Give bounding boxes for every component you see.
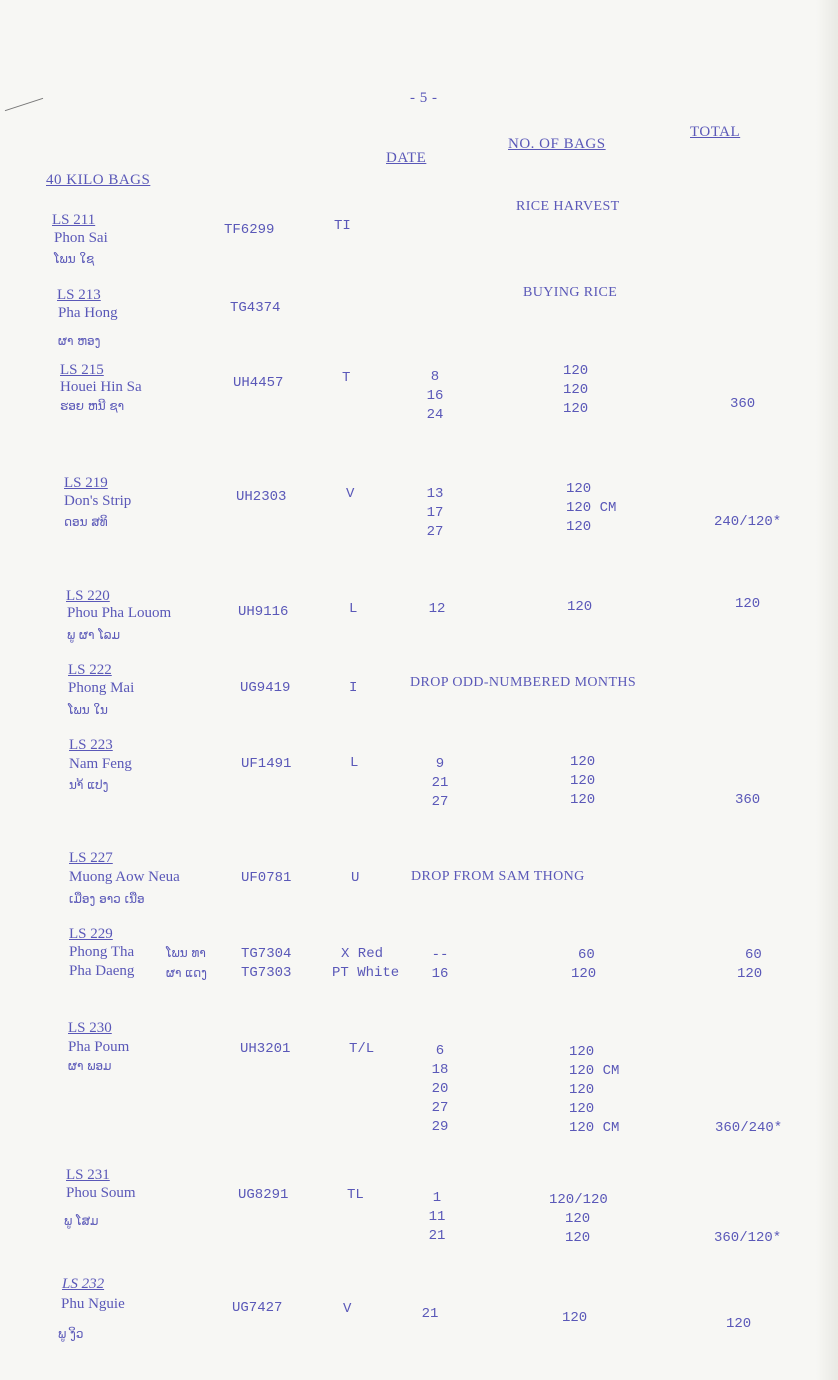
date-list [424,368,446,425]
date-value: -- [431,947,449,963]
site-code: LS 220 [66,588,110,604]
site-name: Phong Mai [68,680,135,696]
bag-count-secondary: 120 [571,966,597,982]
site-name-lao: ດອນ ສທິ [64,515,108,529]
site-type: U [351,870,360,886]
site-code: LS 232 [62,1276,105,1292]
site-type: I [349,680,358,696]
date-value: 20 [431,1081,449,1097]
site-name-lao: ຜາ ພອມ [68,1059,112,1073]
site-code: LS 222 [68,662,112,678]
date-value-secondary: 16 [431,966,449,982]
site-code: LS 213 [57,287,101,303]
date-list [426,1189,448,1246]
bag-count: 120 [563,382,589,398]
site-name-lao: ໂພນ ທາ [166,946,206,960]
bag-count: 120/120 [549,1192,608,1208]
site-code: LS 223 [69,737,113,753]
total-value: 60 [745,947,762,963]
date-value: 11 [428,1209,446,1225]
site-name-lao: ພູ ໂສມ [64,1214,99,1228]
site-type: L [350,755,359,771]
date-value: 21 [431,775,449,791]
grid-reference: UG8291 [238,1187,289,1203]
page-number: - 5 - [410,90,438,106]
site-name: Houei Hin Sa [60,379,142,395]
site-name: Phou Pha Louom [67,605,172,621]
site-name-lao: ນາ້ ແປງ [69,778,109,792]
site-note: DROP FROM SAM THONG [411,869,585,884]
date-value: 9 [435,756,445,772]
site-code: LS 230 [68,1020,112,1036]
date-value: 12 [428,601,446,617]
total-value: 360/120* [714,1230,782,1246]
date-list [429,1042,451,1137]
site-name-lao: ໂພນ ໃນ [68,703,108,717]
site-name-secondary: Pha Daeng [69,963,135,979]
site-type: V [343,1301,352,1317]
date-value: 24 [426,407,444,423]
bag-count-list [570,753,595,810]
site-code: LS 219 [64,475,108,491]
date-value: 8 [430,369,440,385]
site-type: L [349,601,358,617]
bag-count: 120 [570,773,596,789]
total-value: 360 [735,792,761,808]
bag-count: 60 [578,947,595,963]
page-scuff-mark [5,98,43,111]
grid-reference: TG4374 [230,300,281,316]
grid-reference: UH3201 [240,1041,291,1057]
site-type-secondary: PT White [332,965,400,981]
site-note: DROP ODD-NUMBERED MONTHS [410,675,637,690]
date-value: 16 [426,388,444,404]
site-type: X Red [341,946,384,962]
site-type: TI [334,218,351,234]
bag-count: 120 CM [566,500,617,516]
bag-count: 120 [570,792,596,808]
site-code: LS 231 [66,1167,110,1183]
grid-reference: UH9116 [238,604,289,620]
site-type: T [342,370,351,386]
date-value: 27 [426,524,444,540]
site-name: Don's Strip [64,493,132,509]
grid-reference: UH4457 [233,375,284,391]
bag-count: 120 [569,1082,595,1098]
total-value: 120 [735,596,761,612]
site-name: Pha Poum [68,1039,130,1055]
date-value: 29 [431,1119,449,1135]
site-code: LS 211 [52,212,96,228]
site-name: Pha Hong [58,305,118,321]
page-edge-shadow [816,0,838,1380]
date-list [429,755,451,812]
total-value: 120 [726,1316,752,1332]
grid-reference: TF6299 [224,222,275,238]
bag-count: 120 [565,1230,591,1246]
bag-count: 120 [570,754,596,770]
site-name-lao: ເມືອງ ອາວ ເນືອ [69,892,145,906]
bag-count: 120 [569,1044,595,1060]
bag-count-list [569,1043,619,1138]
site-name-lao: ຜາ ຫອງ [58,334,101,348]
grid-reference: UF0781 [241,870,292,886]
site-name-lao-secondary: ຜາ ແດງ [166,966,207,980]
bag-count: 120 CM [569,1120,620,1136]
site-note: RICE HARVEST [516,199,620,214]
bag-count-list [549,1191,608,1248]
section-header: 40 KILO BAGS [46,172,151,188]
site-name-lao: ຮອຍ ຫນີ ຊາ [60,399,125,413]
grid-reference: UF1491 [241,756,292,772]
bag-count-list [563,362,588,419]
date-list [424,485,446,542]
bag-count: 120 [562,1310,588,1326]
site-code: LS 215 [60,362,104,378]
site-name-lao: ພູ ງິວ [58,1327,84,1341]
total-value-secondary: 120 [737,966,763,982]
date-value: 21 [428,1228,446,1244]
date-value: 27 [431,1100,449,1116]
site-type: V [346,486,355,502]
total-value: 240/120* [714,514,782,530]
bag-count: 120 [569,1101,595,1117]
total-column-header: TOTAL [690,124,741,140]
bag-count-list [566,480,616,537]
bag-count: 120 [565,1211,591,1227]
site-name-lao: ໂພນ ໃຊ [54,252,95,266]
bag-count: 120 [563,401,589,417]
date-column-header: DATE [386,150,427,166]
site-note: BUYING RICE [523,285,618,300]
grid-reference: UG7427 [232,1300,283,1316]
date-value: 13 [426,486,444,502]
date-value: 17 [426,505,444,521]
date-value: 18 [431,1062,449,1078]
site-code: LS 227 [69,850,113,866]
date-value: 21 [421,1306,439,1322]
site-name: Nam Feng [69,756,132,772]
grid-reference-secondary: TG7303 [241,965,292,981]
grid-reference: TG7304 [241,946,292,962]
site-code: LS 229 [69,926,113,942]
site-name: Muong Aow Neua [69,869,180,885]
date-value: 1 [432,1190,442,1206]
bag-count: 120 CM [569,1063,620,1079]
site-name: Phou Soum [66,1185,136,1201]
bag-count: 120 [566,481,592,497]
bag-count: 120 [566,519,592,535]
total-value: 360/240* [715,1120,783,1136]
site-name: Phong Tha [69,944,135,960]
grid-reference: UG9419 [240,680,291,696]
site-name-lao: ພູ ຜາ ໂລມ [67,628,121,642]
grid-reference: UH2303 [236,489,287,505]
bag-count: 120 [563,363,589,379]
site-name: Phu Nguie [61,1296,125,1312]
site-name: Phon Sai [54,230,108,246]
bag-count: 120 [567,599,593,615]
bags-column-header: NO. OF BAGS [508,136,606,152]
site-type: T/L [349,1041,375,1057]
site-type: TL [347,1187,364,1203]
date-value: 27 [431,794,449,810]
total-value: 360 [730,396,756,412]
date-value: 6 [435,1043,445,1059]
